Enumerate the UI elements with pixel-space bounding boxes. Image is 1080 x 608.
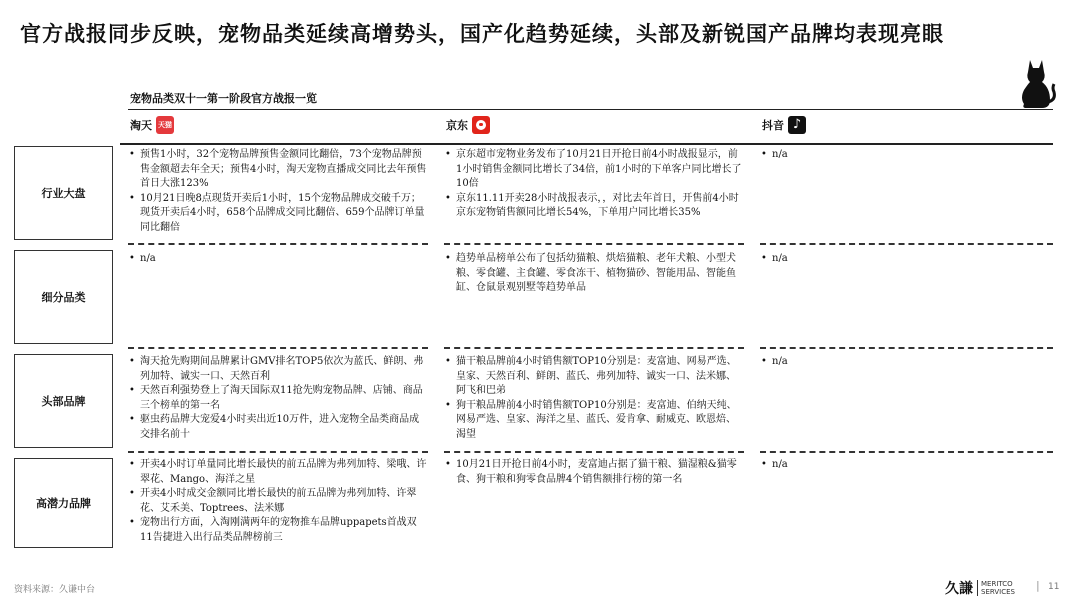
- cell-top-brands-jd: [444, 355, 744, 442]
- tiktok-logo-icon: ♪: [788, 116, 806, 134]
- list-item: • 趋势单品榜单公布了包括幼猫粮、烘焙猫粮、老年犬粮、小型犬粮、零食罐、主食罐、零食冻干、植物猫砂、智能用品、智能鱼缸、仓鼠景观别墅等趋势单品: [444, 252, 744, 296]
- list-item: • 10月21日开抢日前4小时，麦富迪占据了猫干粮、猫湿粮&猫零食、狗干粮和狗零食品牌4个销售额排行榜的第一名: [444, 458, 744, 487]
- brand-cn-text: 久謙: [945, 581, 973, 597]
- list-item: • 狗干粮品牌前4小时销售额TOP10分别是：麦富迪、伯纳天纯、网易严选、皇家、海洋之星、蓝氏、爱肯拿、耐威克、欧恩焙、渴望: [444, 399, 744, 443]
- row-separator: [760, 243, 1053, 245]
- list-item: • 宠物出行方面，入淘刚满两年的宠物推车品牌uppapets首战双11告捷进入出行品类品牌榜前三: [128, 516, 428, 545]
- cell-subcategory-taotian: [128, 252, 428, 267]
- cell-top-brands-taotian: [128, 355, 428, 442]
- row-label-top-brands: 头部品牌: [14, 354, 113, 448]
- list-item: • n/a: [760, 252, 1040, 267]
- column-header-taotian: [130, 116, 174, 134]
- row-separator: [760, 451, 1053, 453]
- brand-en-line1: MERITCO: [981, 580, 1013, 588]
- footer-divider: |: [1036, 579, 1040, 592]
- cell-potential-brands-douyin: [760, 458, 1040, 473]
- row-separator: [128, 451, 428, 453]
- subtitle-divider: [128, 109, 1053, 110]
- row-label-potential-brands: 高潜力品牌: [14, 458, 113, 548]
- table-subtitle: 宠物品类双十一第一阶段官方战报一览: [130, 92, 317, 105]
- column-header-douyin: [762, 116, 806, 134]
- row-separator: [760, 347, 1053, 349]
- cell-top-brands-douyin: [760, 355, 1040, 370]
- brand-en-text: [977, 580, 1015, 596]
- list-item: • 天然百利强势登上了淘天国际双11抢先购宠物品牌、店铺、商品三个榜单的第一名: [128, 384, 428, 413]
- brand-en-line2: SERVICES: [981, 588, 1015, 596]
- column-label: 抖音: [762, 119, 784, 132]
- tmall-logo-icon: 天猫: [156, 116, 174, 134]
- list-item: • 开卖4小时成交金额同比增长最快的前五品牌为弗列加特、许翠花、艾禾美、Toptrees、法米娜: [128, 487, 428, 516]
- list-item: • n/a: [128, 252, 428, 267]
- cell-subcategory-douyin: [760, 252, 1040, 267]
- list-item: • 淘天抢先购期间品牌累计GMV排名TOP5依次为蓝氏、鲜朗、弗列加特、诚实一口、天然百利: [128, 355, 428, 384]
- list-item: • 京东11.11开卖28小时战报表示，，对比去年首日，开售前4小时京东宠物销售额同比增长54%，下单用户同比增长35%: [444, 192, 744, 221]
- list-item: • n/a: [760, 148, 1040, 163]
- row-label-subcategory: 细分品类: [14, 250, 113, 344]
- source-note: 资料来源：久谦中台: [14, 585, 96, 595]
- column-label: 淘天: [130, 119, 152, 132]
- jd-logo-icon: [472, 116, 490, 134]
- row-separator: [128, 243, 428, 245]
- row-label-industry: 行业大盘: [14, 146, 113, 240]
- meritco-logo: [945, 578, 1015, 598]
- list-item: • n/a: [760, 458, 1040, 473]
- black-cat-icon: [1016, 58, 1058, 110]
- cell-industry-taotian: [128, 148, 428, 235]
- row-separator: [444, 347, 744, 349]
- list-item: • 10月21日晚8点现货开卖后1小时，15个宠物品牌成交破千万；现货开卖后4小时，658个品牌成交同比翻倍、659个品牌订单量同比翻倍: [128, 192, 428, 236]
- column-label: 京东: [446, 119, 468, 132]
- column-header-jd: [446, 116, 490, 134]
- cell-potential-brands-jd: [444, 458, 744, 487]
- cell-industry-douyin: [760, 148, 1040, 163]
- list-item: • 开卖4小时订单量同比增长最快的前五品牌为弗列加特、梁哦、许翠花、Mango、海洋之星: [128, 458, 428, 487]
- cell-industry-jd: [444, 148, 744, 221]
- page-title: 官方战报同步反映，宠物品类延续高增势头，国产化趋势延续，头部及新锐国产品牌均表现亮眼: [20, 22, 944, 46]
- row-separator: [444, 451, 744, 453]
- list-item: • n/a: [760, 355, 1040, 370]
- list-item: • 驱虫药品牌大宠爱4小时卖出近10万件，进入宠物全品类商品成交排名前十: [128, 413, 428, 442]
- row-separator: [444, 243, 744, 245]
- cell-subcategory-jd: [444, 252, 744, 296]
- list-item: • 京东超市宠物业务发布了10月21日开抢日前4小时战报显示，前1小时销售金额同比增长了34倍，前1小时的下单客户同比增长了10倍: [444, 148, 744, 192]
- list-item: • 猫干粮品牌前4小时销售额TOP10分别是：麦富迪、网易严选、皇家、天然百利、鲜朗、蓝氏、弗列加特、诚实一口、法米娜、阿飞和巴弟: [444, 355, 744, 399]
- row-separator: [128, 347, 428, 349]
- cell-potential-brands-taotian: [128, 458, 428, 545]
- page-number: 11: [1048, 582, 1060, 592]
- list-item: • 预售1小时，32个宠物品牌预售金额同比翻倍，73个宠物品牌预售金额超去年全天；预售4小时，淘天宠物直播成交同比去年预售首日大涨123%: [128, 148, 428, 192]
- header-divider: [120, 143, 1053, 145]
